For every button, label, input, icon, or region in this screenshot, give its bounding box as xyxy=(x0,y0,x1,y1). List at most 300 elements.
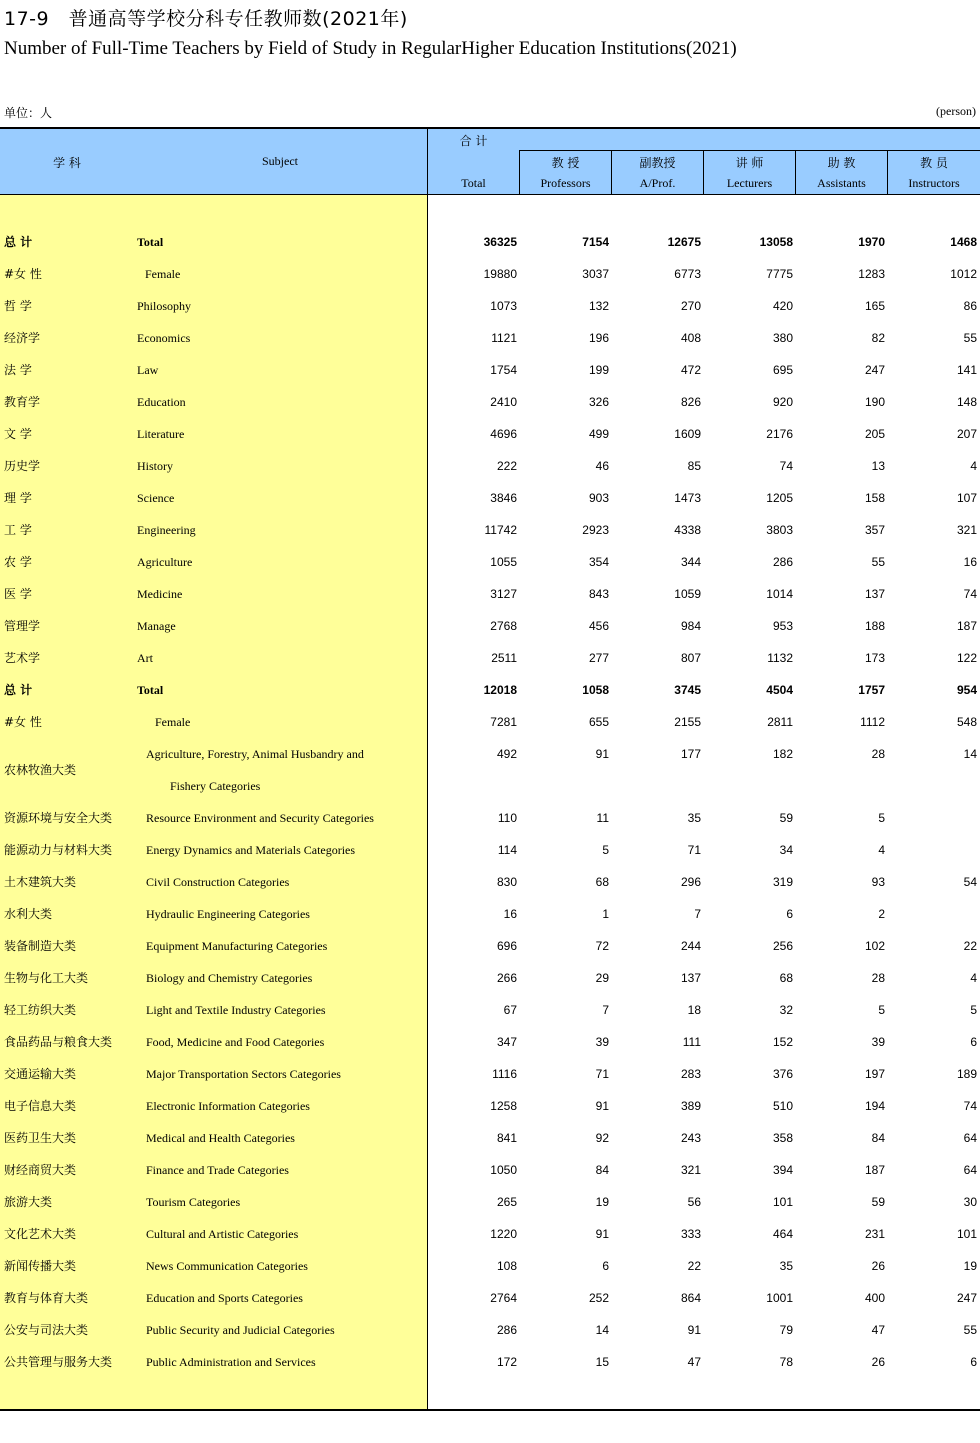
cell-instructors: 16 xyxy=(963,555,977,569)
row-subject-cn: 新闻传播大类 xyxy=(4,1259,77,1273)
cell-instructors: 1468 xyxy=(950,235,977,249)
row-subject-en-continued: Fishery Categories xyxy=(170,779,261,793)
cell-instructors: 148 xyxy=(956,395,977,409)
cell-aprof: 91 xyxy=(687,1323,701,1337)
cell-lecturers: 394 xyxy=(772,1163,793,1177)
cell-assistants: 47 xyxy=(871,1323,885,1337)
cell-total: 11742 xyxy=(484,523,517,537)
cell-instructors: 86 xyxy=(963,299,977,313)
cell-lecturers: 420 xyxy=(772,299,793,313)
table-row xyxy=(0,1090,980,1122)
cell-assistants: 357 xyxy=(864,523,885,537)
cell-assistants: 39 xyxy=(871,1035,885,1049)
cell-assistants: 1112 xyxy=(860,715,885,729)
cell-instructors: 54 xyxy=(963,875,977,889)
row-subject-en: Law xyxy=(137,363,159,377)
cell-aprof: 18 xyxy=(687,1003,701,1017)
cell-professors: 354 xyxy=(588,555,609,569)
cell-aprof: 111 xyxy=(682,1035,701,1049)
row-subject-cn: 总 计 xyxy=(4,683,33,697)
page-title-en: Number of Full-Time Teachers by Field of Study in RegularHigher Education Institutions(2021) xyxy=(4,38,737,59)
cell-lecturers: 74 xyxy=(779,459,793,473)
row-subject-en: Philosophy xyxy=(137,299,192,313)
table-row xyxy=(0,706,980,738)
header-subject-cn: 学 科 xyxy=(53,156,81,170)
cell-professors: 326 xyxy=(588,395,609,409)
cell-aprof: 333 xyxy=(680,1227,701,1241)
cell-total: 841 xyxy=(496,1131,517,1145)
cell-professors: 196 xyxy=(588,331,609,345)
cell-aprof: 243 xyxy=(680,1131,701,1145)
table-row xyxy=(0,290,980,322)
row-subject-cn: 农林牧渔大类 xyxy=(4,763,77,777)
cell-total: 1220 xyxy=(490,1227,517,1241)
cell-aprof: 22 xyxy=(687,1259,701,1273)
cell-lecturers: 79 xyxy=(779,1323,793,1337)
table-bottom-rule xyxy=(0,1409,980,1411)
cell-assistants: 247 xyxy=(864,363,885,377)
cell-total: 1754 xyxy=(490,363,517,377)
table-row xyxy=(0,802,980,834)
header-bottom-rule xyxy=(0,194,980,195)
cell-instructors: 141 xyxy=(956,363,977,377)
cell-aprof: 177 xyxy=(680,747,701,761)
cell-assistants: 26 xyxy=(871,1355,885,1369)
cell-total: 830 xyxy=(496,875,517,889)
row-subject-cn: 农 学 xyxy=(4,555,32,569)
cell-professors: 903 xyxy=(588,491,609,505)
cell-professors: 91 xyxy=(595,747,609,761)
cell-lecturers: 1132 xyxy=(767,651,793,665)
cell-aprof: 984 xyxy=(680,619,701,633)
cell-instructors: 14 xyxy=(963,747,977,761)
header-professors-cn: 教 授 xyxy=(551,156,580,170)
table-top-rule xyxy=(0,127,980,129)
cell-lecturers: 256 xyxy=(772,939,793,953)
cell-instructors: 4 xyxy=(970,459,977,473)
table-row xyxy=(0,674,980,706)
row-subject-en: Female xyxy=(145,267,181,281)
cell-assistants: 158 xyxy=(864,491,885,505)
cell-instructors: 19 xyxy=(963,1259,977,1273)
table-row xyxy=(0,322,980,354)
cell-assistants: 5 xyxy=(878,1003,885,1017)
cell-instructors: 189 xyxy=(956,1067,977,1081)
table-row xyxy=(0,450,980,482)
cell-professors: 252 xyxy=(588,1291,609,1305)
cell-aprof: 71 xyxy=(687,843,701,857)
cell-lecturers: 78 xyxy=(779,1355,793,1369)
row-subject-cn: 生物与化工大类 xyxy=(4,971,89,985)
cell-total: 36325 xyxy=(483,235,517,249)
cell-lecturers: 59 xyxy=(779,811,793,825)
cell-aprof: 1059 xyxy=(674,587,701,601)
cell-total: 347 xyxy=(496,1035,517,1049)
cell-lecturers: 101 xyxy=(772,1195,793,1209)
cell-assistants: 4 xyxy=(878,843,885,857)
row-subject-en: Food, Medicine and Food Categories xyxy=(146,1035,325,1049)
cell-professors: 6 xyxy=(602,1259,609,1273)
row-subject-cn: 电子信息大类 xyxy=(4,1099,77,1113)
row-subject-cn: 历史学 xyxy=(4,459,41,473)
header-lecturers-en: Lecturers xyxy=(726,176,773,190)
row-subject-cn: 文化艺术大类 xyxy=(4,1227,77,1241)
cell-instructors: 122 xyxy=(956,651,977,665)
cell-assistants: 187 xyxy=(864,1163,885,1177)
table-row xyxy=(0,514,980,546)
row-subject-cn: 轻工纺织大类 xyxy=(4,1003,77,1017)
cell-instructors: 1012 xyxy=(950,267,977,281)
cell-lecturers: 1001 xyxy=(766,1291,793,1305)
header-assistants-cn: 助 教 xyxy=(827,156,856,170)
row-subject-cn: 资源环境与安全大类 xyxy=(4,811,113,825)
row-subject-cn: 食品药品与粮食大类 xyxy=(4,1035,113,1049)
cell-total: 286 xyxy=(496,1323,517,1337)
cell-assistants: 190 xyxy=(864,395,885,409)
cell-professors: 68 xyxy=(595,875,609,889)
header-aprof-cn: 副教授 xyxy=(639,156,676,170)
cell-assistants: 28 xyxy=(871,971,885,985)
cell-assistants: 194 xyxy=(864,1099,885,1113)
row-subject-en: Literature xyxy=(137,427,185,441)
header-professors-en: Professors xyxy=(540,176,591,190)
cell-aprof: 826 xyxy=(680,395,701,409)
cell-total: 1050 xyxy=(490,1163,517,1177)
row-subject-en: Hydraulic Engineering Categories xyxy=(146,907,310,921)
cell-assistants: 26 xyxy=(871,1259,885,1273)
row-subject-en: Science xyxy=(137,491,175,505)
cell-assistants: 2 xyxy=(878,907,885,921)
cell-assistants: 55 xyxy=(871,555,885,569)
cell-instructors: 4 xyxy=(970,971,977,985)
table-row xyxy=(0,738,980,793)
cell-total: 2511 xyxy=(491,651,517,665)
table-row xyxy=(0,258,980,290)
cell-aprof: 47 xyxy=(687,1355,701,1369)
row-subject-cn: 管理学 xyxy=(4,619,41,633)
cell-professors: 499 xyxy=(588,427,609,441)
row-subject-en: Electronic Information Categories xyxy=(146,1099,310,1113)
cell-aprof: 283 xyxy=(680,1067,701,1081)
row-subject-cn: 水利大类 xyxy=(4,907,53,921)
table-row xyxy=(0,834,980,866)
cell-assistants: 5 xyxy=(878,811,885,825)
cell-assistants: 1757 xyxy=(858,683,885,697)
cell-assistants: 188 xyxy=(864,619,885,633)
cell-assistants: 137 xyxy=(864,587,885,601)
table-row xyxy=(0,1282,980,1314)
cell-professors: 84 xyxy=(595,1163,609,1177)
cell-instructors: 64 xyxy=(963,1163,977,1177)
cell-lecturers: 464 xyxy=(772,1227,793,1241)
cell-assistants: 231 xyxy=(864,1227,885,1241)
cell-assistants: 205 xyxy=(864,427,885,441)
cell-total: 492 xyxy=(496,747,517,761)
cell-aprof: 1473 xyxy=(674,491,701,505)
cell-professors: 46 xyxy=(595,459,609,473)
cell-total: 266 xyxy=(496,971,517,985)
cell-professors: 19 xyxy=(595,1195,609,1209)
table-row xyxy=(0,386,980,418)
cell-professors: 277 xyxy=(588,651,609,665)
row-subject-en: History xyxy=(137,459,173,473)
cell-total: 265 xyxy=(496,1195,517,1209)
header-total-en: Total xyxy=(461,176,486,190)
row-subject-cn: 经济学 xyxy=(4,331,41,345)
cell-lecturers: 13058 xyxy=(759,235,793,249)
cell-professors: 29 xyxy=(595,971,609,985)
cell-instructors: 107 xyxy=(956,491,977,505)
cell-total: 1116 xyxy=(492,1067,517,1081)
table-row xyxy=(0,1186,980,1218)
cell-aprof: 4338 xyxy=(674,523,701,537)
cell-aprof: 12675 xyxy=(667,235,701,249)
cell-aprof: 137 xyxy=(680,971,701,985)
cell-instructors: 321 xyxy=(956,523,977,537)
cell-aprof: 270 xyxy=(680,299,701,313)
cell-aprof: 321 xyxy=(680,1163,701,1177)
cell-assistants: 93 xyxy=(871,875,885,889)
cell-lecturers: 34 xyxy=(779,843,793,857)
cell-aprof: 3745 xyxy=(674,683,701,697)
cell-professors: 1 xyxy=(602,907,609,921)
header-total-cn: 合 计 xyxy=(459,134,488,148)
header-instructors-en: Instructors xyxy=(908,176,960,190)
cell-professors: 7 xyxy=(602,1003,609,1017)
cell-assistants: 173 xyxy=(864,651,885,665)
row-subject-en: News Communication Categories xyxy=(146,1259,308,1273)
row-subject-cn: 法 学 xyxy=(4,363,32,377)
cell-lecturers: 152 xyxy=(772,1035,793,1049)
cell-total: 110 xyxy=(497,811,517,825)
table-row xyxy=(0,482,980,514)
cell-aprof: 244 xyxy=(680,939,701,953)
table-row xyxy=(0,962,980,994)
cell-lecturers: 4504 xyxy=(766,683,793,697)
row-subject-cn: 教育学 xyxy=(4,395,41,409)
cell-total: 4696 xyxy=(490,427,517,441)
table-row xyxy=(0,1154,980,1186)
cell-total: 1258 xyxy=(490,1099,517,1113)
cell-aprof: 389 xyxy=(680,1099,701,1113)
table-row xyxy=(0,1250,980,1282)
row-subject-en: Resource Environment and Security Categories xyxy=(146,811,374,825)
row-subject-cn: 公共管理与服务大类 xyxy=(4,1355,113,1369)
cell-professors: 91 xyxy=(595,1099,609,1113)
row-subject-cn: 交通运输大类 xyxy=(4,1067,77,1081)
cell-professors: 72 xyxy=(595,939,609,953)
table-row xyxy=(0,354,980,386)
row-subject-cn: 工 学 xyxy=(4,523,32,537)
cell-total: 114 xyxy=(497,843,517,857)
row-subject-en: Manage xyxy=(137,619,176,633)
cell-assistants: 84 xyxy=(871,1131,885,1145)
table-row xyxy=(0,418,980,450)
cell-lecturers: 380 xyxy=(772,331,793,345)
cell-aprof: 56 xyxy=(687,1195,701,1209)
cell-instructors: 64 xyxy=(963,1131,977,1145)
row-subject-en: Public Security and Judicial Categories xyxy=(146,1323,335,1337)
row-subject-cn: 总 计 xyxy=(4,235,33,249)
cell-total: 222 xyxy=(496,459,517,473)
row-subject-cn: 财经商贸大类 xyxy=(4,1163,77,1177)
cell-aprof: 35 xyxy=(687,811,701,825)
row-subject-en: Art xyxy=(137,651,153,665)
row-subject-en: Total xyxy=(137,235,164,249)
cell-total: 3846 xyxy=(490,491,517,505)
row-subject-en: Equipment Manufacturing Categories xyxy=(146,939,328,953)
cell-instructors: 187 xyxy=(956,619,977,633)
cell-assistants: 28 xyxy=(871,747,885,761)
cell-assistants: 102 xyxy=(864,939,885,953)
cell-aprof: 807 xyxy=(680,651,701,665)
cell-assistants: 13 xyxy=(871,459,885,473)
header-sub-rule xyxy=(519,150,980,151)
cell-lecturers: 286 xyxy=(772,555,793,569)
row-subject-cn: 医 学 xyxy=(4,587,32,601)
row-subject-en: Engineering xyxy=(137,523,196,537)
header-subject-en: Subject xyxy=(262,154,298,168)
cell-aprof: 344 xyxy=(680,555,701,569)
row-subject-cn: 土木建筑大类 xyxy=(4,875,77,889)
cell-assistants: 165 xyxy=(864,299,885,313)
cell-lecturers: 695 xyxy=(772,363,793,377)
cell-total: 1073 xyxy=(490,299,517,313)
cell-aprof: 2155 xyxy=(674,715,701,729)
row-subject-en: Tourism Categories xyxy=(146,1195,241,1209)
row-subject-en: Energy Dynamics and Materials Categories xyxy=(146,843,356,857)
table-row xyxy=(0,1026,980,1058)
cell-total: 16 xyxy=(503,907,517,921)
cell-total: 67 xyxy=(503,1003,517,1017)
cell-lecturers: 953 xyxy=(772,619,793,633)
cell-professors: 5 xyxy=(602,843,609,857)
cell-lecturers: 1205 xyxy=(766,491,793,505)
header-lecturers-cn: 讲 师 xyxy=(735,156,764,170)
cell-assistants: 82 xyxy=(871,331,885,345)
cell-professors: 15 xyxy=(595,1355,609,1369)
cell-total: 172 xyxy=(496,1355,517,1369)
cell-assistants: 197 xyxy=(864,1067,885,1081)
cell-professors: 2923 xyxy=(582,523,609,537)
cell-lecturers: 2811 xyxy=(767,715,793,729)
cell-aprof: 472 xyxy=(680,363,701,377)
table-row xyxy=(0,1122,980,1154)
cell-instructors: 207 xyxy=(956,427,977,441)
cell-lecturers: 358 xyxy=(772,1131,793,1145)
cell-total: 1055 xyxy=(490,555,517,569)
header-instructors-cn: 教 员 xyxy=(920,156,948,170)
cell-professors: 91 xyxy=(595,1227,609,1241)
cell-assistants: 1970 xyxy=(858,235,885,249)
cell-total: 696 xyxy=(496,939,517,953)
cell-lecturers: 1014 xyxy=(766,587,793,601)
cell-instructors: 5 xyxy=(970,1003,977,1017)
cell-aprof: 296 xyxy=(680,875,701,889)
table-row xyxy=(0,642,980,674)
table-row xyxy=(0,1058,980,1090)
cell-total: 1121 xyxy=(491,331,517,345)
table-row xyxy=(0,898,980,930)
unit-label-en: (person) xyxy=(936,104,976,118)
row-subject-en: Light and Textile Industry Categories xyxy=(146,1003,326,1017)
cell-lecturers: 68 xyxy=(779,971,793,985)
row-subject-en: Finance and Trade Categories xyxy=(146,1163,289,1177)
row-subject-en: Agriculture, Forestry, Animal Husbandry and xyxy=(146,747,364,761)
cell-lecturers: 376 xyxy=(772,1067,793,1081)
row-subject-en: Economics xyxy=(137,331,191,345)
row-subject-cn: 教育与体育大类 xyxy=(4,1291,89,1305)
cell-lecturers: 6 xyxy=(786,907,793,921)
cell-professors: 39 xyxy=(595,1035,609,1049)
row-subject-cn: 文 学 xyxy=(4,427,32,441)
row-subject-en: Education and Sports Categories xyxy=(146,1291,303,1305)
cell-instructors: 74 xyxy=(963,1099,977,1113)
cell-professors: 843 xyxy=(588,587,609,601)
cell-instructors: 30 xyxy=(963,1195,977,1209)
cell-instructors: 6 xyxy=(970,1355,977,1369)
row-subject-en: Agriculture xyxy=(137,555,193,569)
cell-professors: 199 xyxy=(588,363,609,377)
row-subject-en: Civil Construction Categories xyxy=(146,875,290,889)
cell-instructors: 101 xyxy=(956,1227,977,1241)
cell-instructors: 247 xyxy=(956,1291,977,1305)
cell-aprof: 1609 xyxy=(674,427,701,441)
cell-total: 12018 xyxy=(483,683,517,697)
cell-aprof: 7 xyxy=(694,907,701,921)
cell-lecturers: 7775 xyxy=(766,267,793,281)
cell-professors: 132 xyxy=(588,299,609,313)
cell-total: 3127 xyxy=(490,587,517,601)
row-subject-cn: #女 性 xyxy=(4,267,42,281)
header-assistants-en: Assistants xyxy=(817,176,866,190)
row-subject-en: Major Transportation Sectors Categories xyxy=(146,1067,341,1081)
cell-professors: 655 xyxy=(588,715,609,729)
cell-total: 2410 xyxy=(490,395,517,409)
cell-total: 2768 xyxy=(490,619,517,633)
row-subject-cn: 艺术学 xyxy=(4,651,41,665)
row-subject-en: Cultural and Artistic Categories xyxy=(146,1227,299,1241)
row-subject-cn: 装备制造大类 xyxy=(4,939,77,953)
cell-lecturers: 510 xyxy=(772,1099,793,1113)
page-title-cn: 17-9 普通高等学校分科专任教师数(2021年) xyxy=(4,8,408,30)
table-row xyxy=(0,930,980,962)
row-subject-cn: 公安与司法大类 xyxy=(4,1323,89,1337)
cell-assistants: 1283 xyxy=(858,267,885,281)
row-subject-en: Public Administration and Services xyxy=(146,1355,316,1369)
cell-instructors: 55 xyxy=(963,331,977,345)
table-row xyxy=(0,610,980,642)
unit-label-cn: 单位：人 xyxy=(4,106,53,120)
cell-professors: 14 xyxy=(595,1323,609,1337)
cell-instructors: 55 xyxy=(963,1323,977,1337)
row-subject-cn: #女 性 xyxy=(4,715,42,729)
table-row xyxy=(0,1314,980,1346)
cell-assistants: 59 xyxy=(871,1195,885,1209)
cell-lecturers: 182 xyxy=(772,747,793,761)
cell-professors: 92 xyxy=(595,1131,609,1145)
row-subject-en: Total xyxy=(137,683,164,697)
cell-professors: 71 xyxy=(595,1067,609,1081)
cell-total: 2764 xyxy=(490,1291,517,1305)
cell-instructors: 22 xyxy=(963,939,977,953)
header-aprof-en: A/Prof. xyxy=(639,176,676,190)
cell-lecturers: 3803 xyxy=(766,523,793,537)
cell-total: 108 xyxy=(496,1259,517,1273)
table-row xyxy=(0,1218,980,1250)
row-subject-cn: 哲 学 xyxy=(4,299,32,313)
row-subject-en: Female xyxy=(155,715,191,729)
